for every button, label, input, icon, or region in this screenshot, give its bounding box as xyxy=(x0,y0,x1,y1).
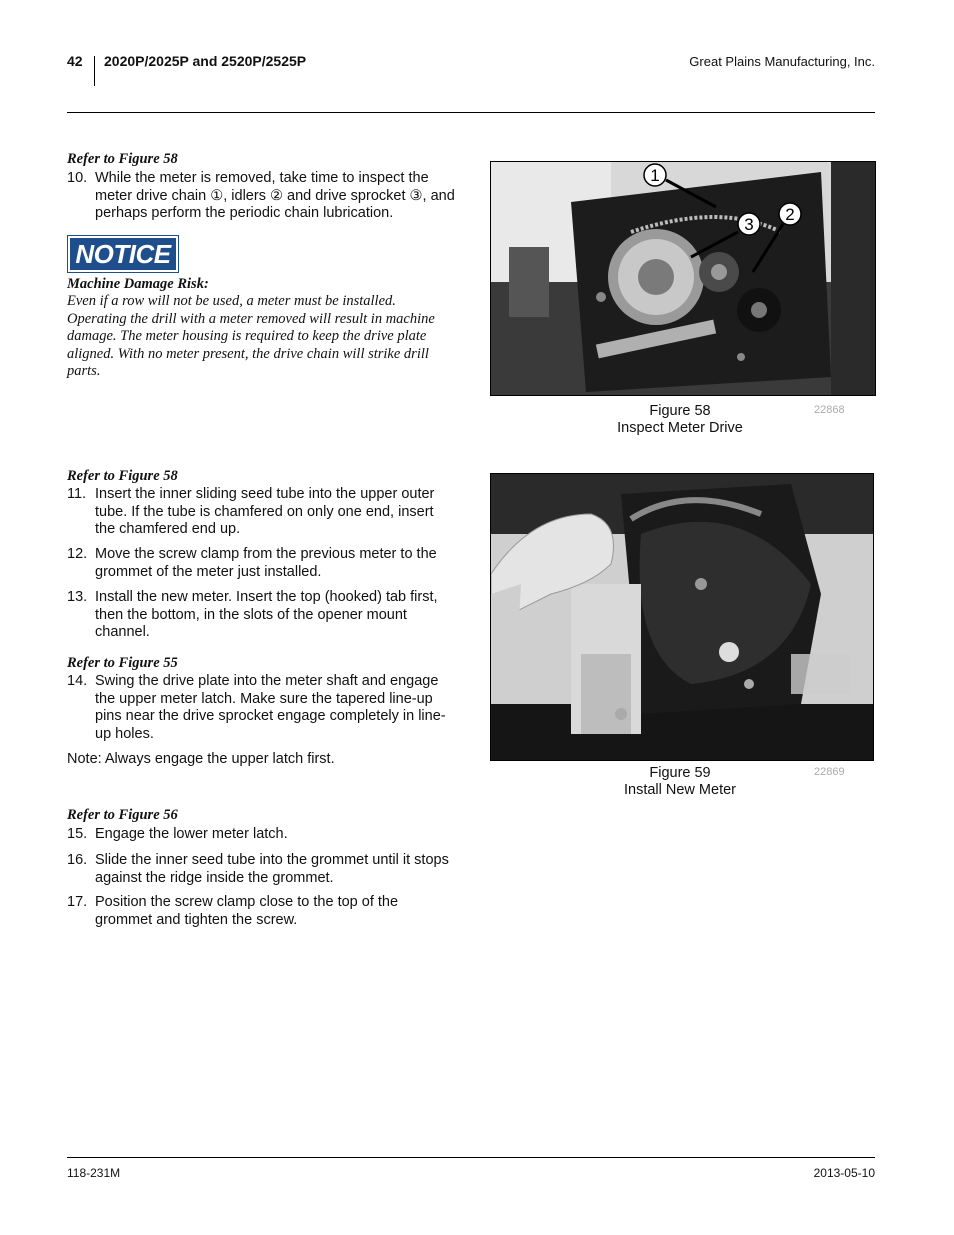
figure-58-caption xyxy=(580,403,780,437)
document-number: 118-231M xyxy=(67,1166,121,1180)
figure-59-caption xyxy=(580,765,780,799)
callout-2: 2 xyxy=(785,205,795,224)
company-name: Great Plains Manufacturing, Inc. xyxy=(689,54,875,69)
notice-body: Even if a row will not be used, a meter must be installed. Operating the drill with a meter removed will result in machine damage. The meter housing is required to keep the drive plate aligned. With no meter present, the drive chain will strike drill parts. xyxy=(67,293,435,379)
footer-rule xyxy=(67,1157,875,1158)
step-text: Insert the inner sliding seed tube into the upper outer tube. If the tube is chamfered on only one end, insert the chamfered end up. xyxy=(95,486,435,537)
step-15 xyxy=(67,826,457,844)
step-text: Position the screw clamp close to the top of the grommet and tighten the screw. xyxy=(95,894,399,928)
step-number: 16. xyxy=(67,852,88,868)
figure-58-photo xyxy=(490,161,876,396)
install-meter-photo xyxy=(491,474,873,760)
document-date: 2013-05-10 xyxy=(813,1166,875,1180)
step-text: Move the screw clamp from the previous meter to the grommet of the meter just installed. xyxy=(95,546,437,580)
figure-58-title: Inspect Meter Drive xyxy=(617,420,743,436)
note: Note: Always engage the upper latch first. xyxy=(67,751,335,767)
step-10 xyxy=(67,170,457,223)
notice-label: NOTICE xyxy=(70,238,176,270)
step-text: Install the new meter. Insert the top (hooked) tab first, then the bottom, in the slots of the opener mount channel. xyxy=(95,589,438,640)
step-number: 12. xyxy=(67,546,88,562)
step-14 xyxy=(67,673,457,743)
notice-badge xyxy=(67,235,179,273)
step-number: 15. xyxy=(67,826,88,842)
step-text: Engage the lower meter latch. xyxy=(95,826,288,842)
callout-1: 1 xyxy=(650,166,660,185)
notice-title: Machine Damage Risk: xyxy=(67,276,209,292)
figure-59-id: 22869 xyxy=(814,766,845,778)
header-rule xyxy=(67,112,875,113)
figure-59-photo xyxy=(490,473,874,761)
step-number: 10. xyxy=(67,170,88,186)
step-text: While the meter is removed, take time to inspect the meter drive chain ①, idlers ② and drive sprocket ③, and perhaps perform the periodic chain lubrication. xyxy=(95,170,455,221)
step-13 xyxy=(67,589,457,642)
step-number: 11. xyxy=(67,486,87,502)
step-number: 13. xyxy=(67,589,88,605)
figure-reference: Refer to Figure 58 xyxy=(67,468,178,484)
figure-58-id: 22868 xyxy=(814,404,845,416)
step-number: 17. xyxy=(67,894,88,910)
figure-58-number: Figure 58 xyxy=(649,403,711,419)
figure-59-number: Figure 59 xyxy=(649,765,711,781)
step-17 xyxy=(67,894,457,929)
step-16 xyxy=(67,852,457,887)
figure-reference: Refer to Figure 55 xyxy=(67,655,178,671)
figure-reference: Refer to Figure 58 xyxy=(67,151,178,167)
callout-3: 3 xyxy=(744,215,754,234)
step-number: 14. xyxy=(67,673,88,689)
header-divider xyxy=(94,56,95,86)
step-12 xyxy=(67,546,457,581)
meter-drive-photo xyxy=(491,162,875,395)
figure-59-title: Install New Meter xyxy=(623,782,736,798)
step-text: Swing the drive plate into the meter shaft and engage the upper meter latch. Make sure the tapered line-up pins near the drive sprocket engage completely in line-up holes. xyxy=(95,673,446,742)
figure-reference: Refer to Figure 56 xyxy=(67,807,178,823)
step-text: Slide the inner seed tube into the grommet until it stops against the ridge inside the grommet. xyxy=(95,852,449,886)
page-number: 42 xyxy=(67,53,83,69)
document-title: 2020P/2025P and 2520P/2525P xyxy=(104,53,307,69)
step-11 xyxy=(67,486,457,539)
